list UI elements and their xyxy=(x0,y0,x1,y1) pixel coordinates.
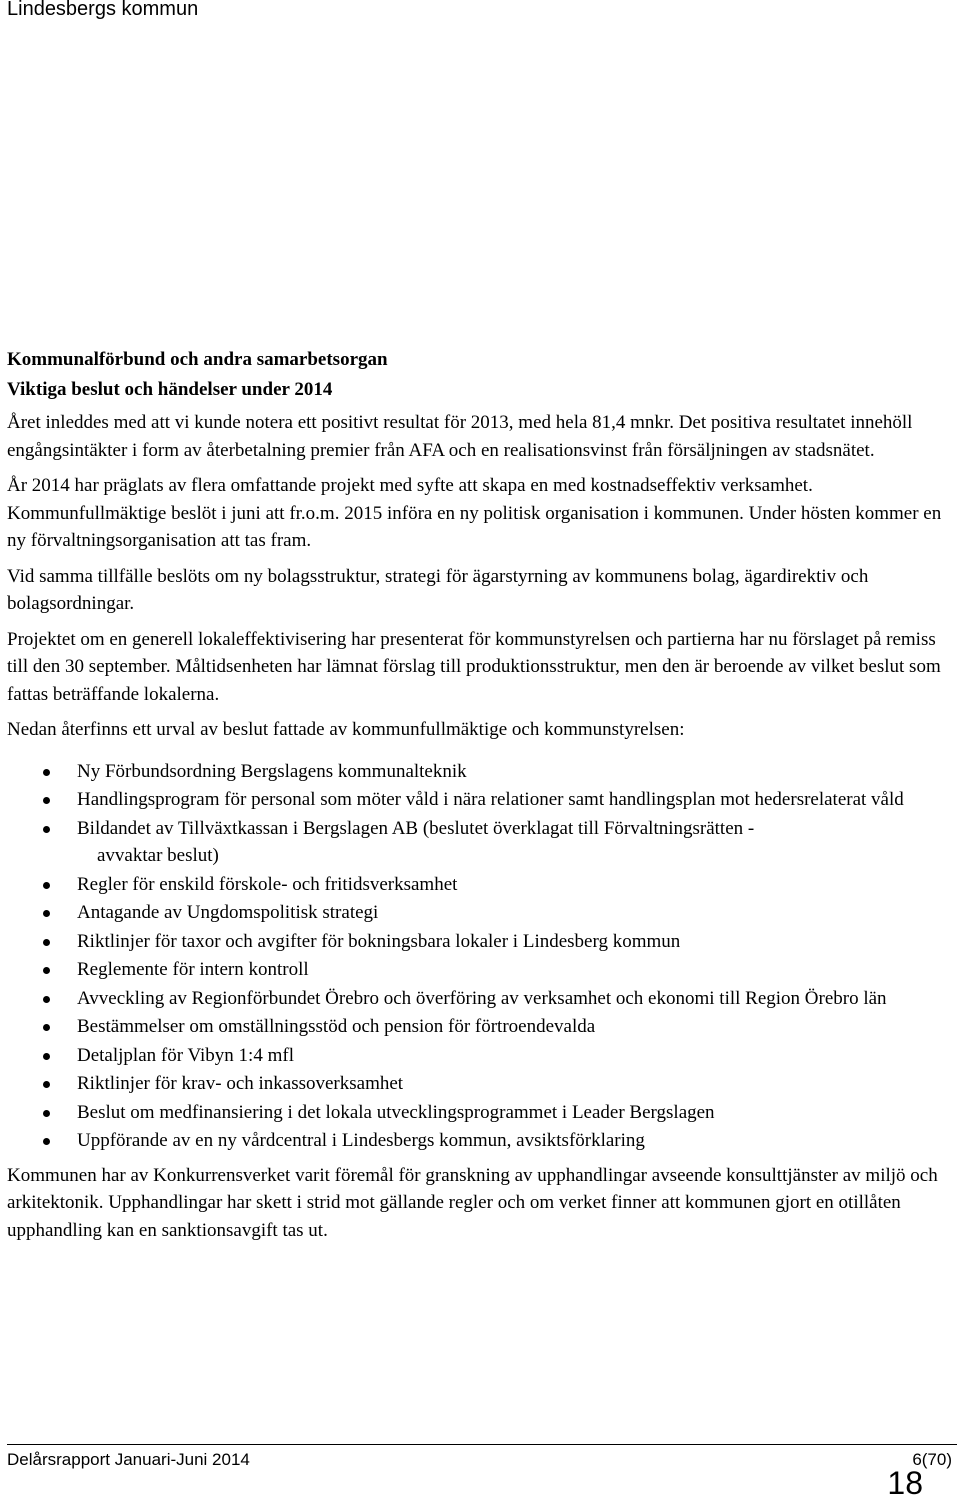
paragraph-premises-project: Projektet om en generell lokaleffektivisering har presenterat för kommunstyrelsen och partierna har nu förslaget på remiss till den 30 september. Måltidsenheten har lämnat förslag till produktionsstruktur, men den är beroende av vilket beslut som fattas beträffande lokalerna. xyxy=(7,628,941,705)
list-item xyxy=(7,815,952,870)
list-item-continuation: avvaktar beslut) xyxy=(97,845,219,866)
list-item-text: Ny Förbundsordning Bergslagens kommunalteknik xyxy=(77,760,467,782)
bullet-icon xyxy=(43,1110,50,1117)
footer-page-ref: 6(70) xyxy=(912,1450,952,1469)
paragraph-decisions-intro: Nedan återfinns ett urval av beslut fattade av kommunfullmäktige och kommunstyrelsen: xyxy=(7,719,685,740)
list-item xyxy=(7,928,952,956)
bullet-icon xyxy=(43,1138,50,1145)
bullet-icon xyxy=(43,826,50,833)
footer-divider xyxy=(7,1444,957,1445)
page-number: 18 xyxy=(887,1465,923,1501)
list-item-text: Handlingsprogram för personal som möter våld i nära relationer samt handlingsplan mot hedersrelaterat våld xyxy=(77,789,904,810)
paragraph-result-2013: Året inleddes med att vi kunde notera ett positivt resultat för 2013, med hela 81,4 mnkr. Det positiva resultatet innehöll engångsintäkter i form av återbetalning premier från AFA och en realisationsvinst från försäljningen av stadsnätet. xyxy=(7,412,913,461)
list-item xyxy=(7,1070,952,1098)
list-item xyxy=(7,1042,952,1070)
footer-report-title: Delårsrapport Januari-Juni 2014 xyxy=(7,1450,250,1469)
list-item xyxy=(7,1099,952,1127)
document-header: Lindesbergs kommun xyxy=(7,0,199,20)
list-item-text: Reglemente för intern kontroll xyxy=(77,959,309,980)
bullet-icon xyxy=(43,967,50,974)
decisions-list xyxy=(7,758,952,1155)
list-item-text: Detaljplan för Vibyn 1:4 mfl xyxy=(77,1044,294,1066)
list-item xyxy=(7,1127,952,1155)
list-item-text: Avveckling av Regionförbundet Örebro och överföring av verksamhet och ekonomi till Region Örebro län xyxy=(77,987,887,1009)
paragraph-competition-authority: Kommunen har av Konkurrensverket varit föremål för granskning av upphandlingar avseende konsulttjänster av miljö och arkitektonik. Upphandlingar har skett i strid mot gällande regler och om verket finner att kommunen gjort en otillåten upphandling kan en sanktionsavgift tas ut. xyxy=(7,1164,938,1241)
list-item xyxy=(7,956,952,984)
list-item xyxy=(7,985,952,1013)
bullet-icon xyxy=(43,996,50,1003)
document-body xyxy=(7,345,952,1244)
paragraph-company-structure: Vid samma tillfälle beslöts om ny bolagsstruktur, strategi för ägarstyrning av kommunens bolag, ägardirektiv och bolagsordningar. xyxy=(7,565,869,614)
paragraph-projects-2014: År 2014 har präglats av flera omfattande projekt med syfte att skapa en med kostnadseffektiv verksamhet. Kommunfullmäktige beslöt i juni att fr.o.m. 2015 införa en ny politisk organisation i kommunen. Under hösten kommer en ny förvaltningsorganisation att tas fram. xyxy=(7,475,942,551)
bullet-icon xyxy=(43,769,50,776)
bullet-icon xyxy=(43,1053,50,1060)
list-item xyxy=(7,871,952,899)
list-item-text: Regler för enskild förskole- och fritidsverksamhet xyxy=(77,873,458,895)
bullet-icon xyxy=(43,1081,50,1088)
bullet-icon xyxy=(43,910,50,917)
bullet-icon xyxy=(43,1024,50,1031)
list-item-text: Riktlinjer för krav- och inkassoverksamhet xyxy=(77,1073,404,1094)
bullet-icon xyxy=(43,939,50,946)
list-item-text: Bestämmelser om omställningsstöd och pension för förtroendevalda xyxy=(77,1016,596,1037)
list-item-text: Beslut om medfinansiering i det lokala utvecklingsprogrammet i Leader Bergslagen xyxy=(77,1101,715,1123)
list-item-text: Antagande av Ungdomspolitisk strategi xyxy=(77,902,379,923)
list-item-text: Uppförande av en ny vårdcentral i Lindesbergs kommun, avsiktsförklaring xyxy=(77,1130,645,1151)
list-item-text: Bildandet av Tillväxtkassan i Bergslagen AB (beslutet överklagat till Förvaltningsrätten - xyxy=(77,817,755,839)
list-item xyxy=(7,758,952,786)
list-item xyxy=(7,899,952,927)
list-item-text: Riktlinjer för taxor och avgifter för bokningsbara lokaler i Lindesberg kommun xyxy=(77,930,681,952)
section-subheading: Viktiga beslut och händelser under 2014 xyxy=(7,379,333,400)
bullet-icon xyxy=(43,797,50,804)
list-item xyxy=(7,1013,952,1041)
list-item xyxy=(7,786,952,814)
bullet-icon xyxy=(43,882,50,889)
section-heading: Kommunalförbund och andra samarbetsorgan xyxy=(7,349,388,370)
